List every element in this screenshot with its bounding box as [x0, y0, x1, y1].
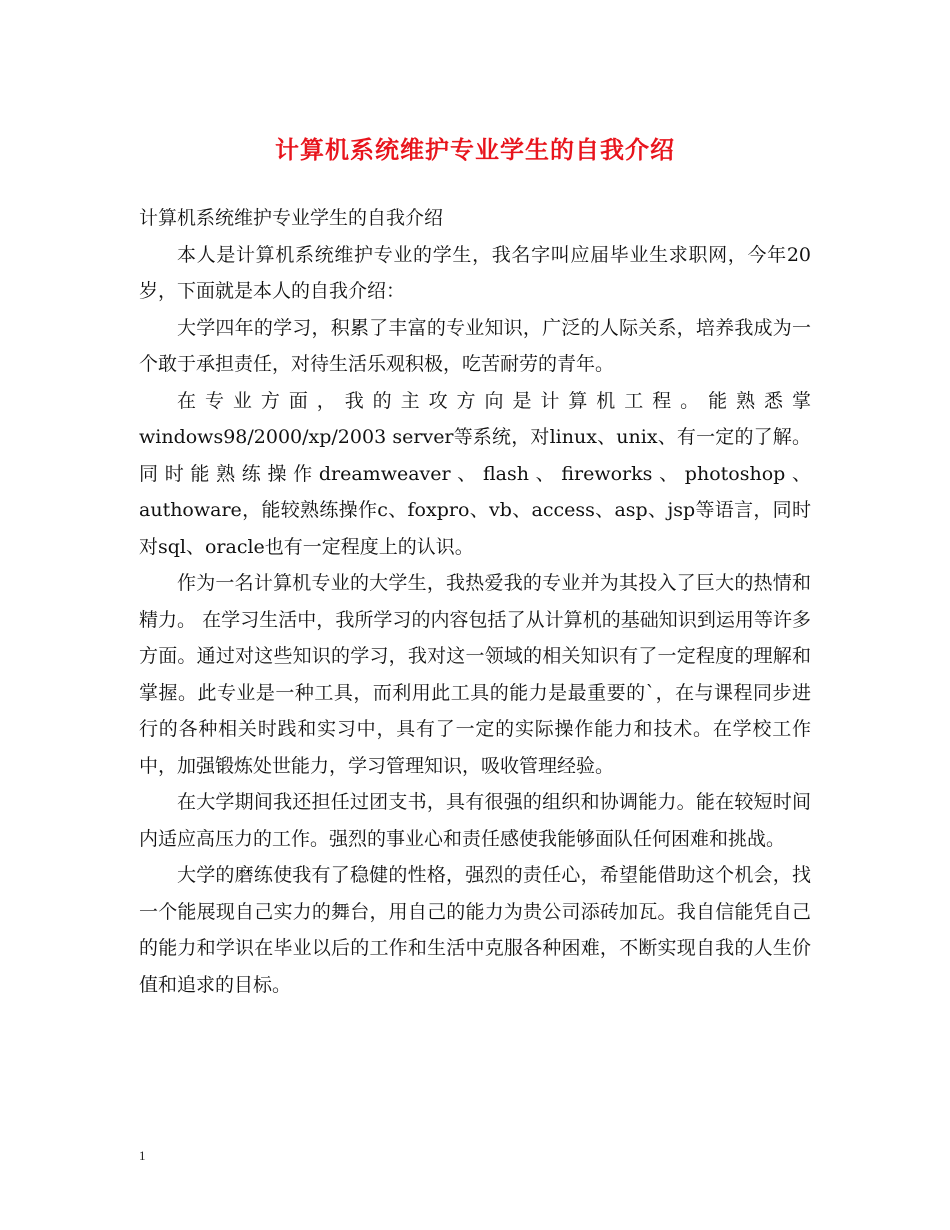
paragraph-passion: 作为一名计算机专业的大学生，我热爱我的专业并为其投入了巨大的热情和精力。 在学习生活中，我所学习的内容包括了从计算机的基础知识到运用等许多方面。通过对这些知识的学习，我对这一领域的相关知识有了一定程度的理解和掌握。此专业是一种工具，而利用此工具的能力是最重要的`，在与课程同步进行的各种相关时践和实习中，具有了一定的实际操作能力和技术。在学校工作中，加强锻炼处世能力，学习管理知识，吸收管理经验。: [139, 572, 811, 777]
paragraph-intro: 本人是计算机系统维护专业的学生，我名字叫应届毕业生求职网，今年20岁，下面就是本人的自我介绍：: [139, 243, 811, 302]
paragraph-leadership: 在大学期间我还担任过团支书，具有很强的组织和协调能力。能在较短时间内适应高压力的工作。强烈的事业心和责任感使我能够面队任何困难和挑战。: [139, 791, 811, 850]
page-number: 1: [139, 1148, 146, 1163]
paragraph-conclusion: 大学的磨练使我有了稳健的性格，强烈的责任心，希望能借助这个机会，找一个能展现自己实力的舞台，用自己的能力为贵公司添砖加瓦。我自信能凭自己的能力和学识在毕业以后的工作和生活中克服各种困难，不断实现自我的人生价值和追求的目标。: [139, 864, 811, 996]
paragraph-study: 大学四年的学习，积累了丰富的专业知识，广泛的人际关系，培养我成为一个敢于承担责任，对待生活乐观积极，吃苦耐劳的青年。: [139, 316, 811, 375]
paragraph-subtitle: 计算机系统维护专业学生的自我介绍: [139, 207, 444, 229]
document-body: [139, 200, 811, 1003]
paragraph-skills: 在专业方面，我的主攻方向是计算机工程。能熟悉掌windows98/2000/xp/2003 server等系统，对linux、unix、有一定的了解。同时能熟练操作dreamweaver、flash、fireworks、photoshop、authoware，能较熟练操作c、foxpro、vb、access、asp、jsp等语言，同时对sql、oracle也有一定程度上的认识。: [139, 389, 811, 558]
document-title: 计算机系统维护专业学生的自我介绍: [275, 135, 675, 164]
